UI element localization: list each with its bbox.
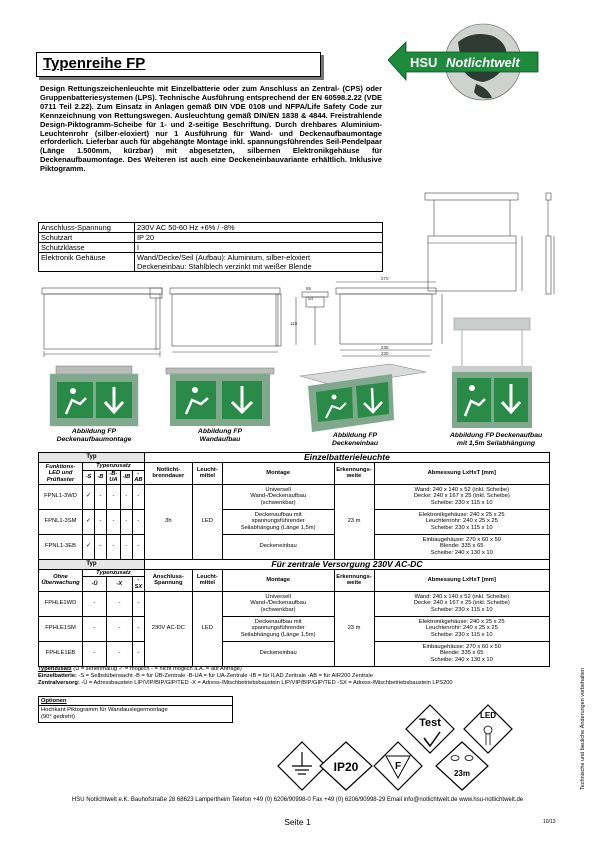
options-box — [38, 696, 233, 723]
zusatz-code: -SX — [132, 577, 144, 591]
led-symbol — [464, 705, 512, 753]
spec-value-line: Wand/Decke/Seil (Aufbau): Aluminium, silber-eloxiert — [137, 253, 311, 262]
dim-label: 235 — [381, 345, 389, 350]
dash-cell: - — [132, 534, 144, 559]
col-montage: Montage — [222, 569, 334, 591]
abmessung-cell: Wand: 240 x 140 x 52 (inkl. Scheibe) Decke: 240 x 167 x 25 (inkl. Scheibe) Scheibe: 230 x 115 x 10 — [374, 591, 549, 616]
montage-cell: Universell Wand-/Deckenaufbau (schwenkbar) — [222, 484, 334, 509]
product-name: FPHLE1WD — [39, 591, 83, 616]
spec-value: 230V AC 50-60 Hz +6% / -8% — [135, 223, 383, 233]
description: Design Rettungszeichenleuchte mit Einzelbatterie oder zum Anschluss an Zentral- (CPS) oder Gruppenbatteriesystemen (LPS). Technische Ausführung entsprechend der EN 60598.2.22 (VDE 0711 Teil 2.22). Zum Einsatz in Anlagen gemäß DIN VDE 0108 und NFPA/Life Safety Code zur Kennzeichnung von Rettungswegen. Ausleuchtung gemäß DIN/EN 1838 & 4844. Freistrahlende Design-Piktogramm-Scheibe für 1- und 2-seitige Beschriftung. Durch drehbares Aluminium-Leuchtenrohr (silber-eloxiert) nur 1 Ausführung für Wand- und Deckenaufbaumontage erforderlich. Lieferbar auch für abgehängte Montage inkl. spannungsführendes Seil-Pendelpaar (Länge 1.500mm, kürzbar) mit abgesetzten, silbernen Elektronikgehäuse für Deckenaufbaumontage. Des Weiteren ist auch eine Deckeneinbauvariante erhältlich. Inklusive Piktogramm. — [40, 84, 382, 174]
dash-cell: - — [132, 616, 144, 641]
zusatz-code: -Ü — [82, 577, 106, 591]
dash-cell: - — [106, 591, 132, 616]
col-spannung: Anschluss-Spannung — [144, 569, 192, 591]
photo-ceiling-suspended — [452, 318, 532, 428]
legend-line: Typenzusatz (Ü = serienmäßig ✓ = möglich - = nicht möglich a.A. = auf Anfrage) — [38, 666, 242, 672]
svg-text:IP20: IP20 — [333, 760, 359, 774]
dash-cell: - — [82, 616, 106, 641]
footer-contact: HSU Notlichtwelt e.K. Bauhofstraße 28 68623 Lampertheim Telefon +49 (0) 6206/90998-0 Fax +49 (0) 6206/90998-29 Email info@notlichtwelt.de www.hsu-notlichtwelt.de — [71, 797, 524, 803]
check-mark: ✓ — [82, 509, 94, 534]
leuchtmittel-value: LED — [192, 591, 222, 666]
caption-line: Abbildung FP Deckenaufbau — [449, 432, 543, 439]
dash-cell: - — [94, 509, 106, 534]
abmessung-cell: Wand: 240 x 140 x 52 (inkl. Scheibe) Decke: 240 x 167 x 25 (inkl. Scheibe) Scheibe: 230 x 115 x 10 — [374, 484, 549, 509]
leuchtmittel-value: LED — [192, 484, 222, 559]
caption-line: mit 1,5m Seilabhängung — [456, 439, 536, 447]
dash-cell: - — [106, 641, 132, 666]
photo-ceiling-recessed — [300, 364, 426, 432]
col-leuchtmittel: Leucht-mittel — [192, 569, 222, 591]
dim-label: 230 — [381, 351, 389, 356]
caption-line: Deckenaufbaumontage — [56, 435, 132, 443]
col-typenzusatz: Typenzusatz — [82, 569, 144, 577]
table-row — [39, 484, 550, 509]
dash-cell: - — [106, 509, 120, 534]
svg-text:23m: 23m — [453, 769, 471, 778]
product-name: FPNL1-3EB — [39, 534, 83, 559]
col-abmessung: Abmessung LxHxT [mm] — [374, 463, 549, 485]
product-table — [38, 452, 550, 667]
caption-line: Abbildung FP — [71, 428, 117, 435]
spec-value: IP 20 — [135, 233, 383, 243]
dash-cell: - — [120, 484, 132, 509]
dash-cell: - — [132, 591, 144, 616]
logo-name: Notlichtwelt — [446, 55, 520, 70]
abmessung-cell: Einbaugehäuse: 270 x 60 x 50 Blende: 335 x 65 Scheibe: 240 x 130 x 10 — [374, 641, 549, 666]
type-header: Typ — [39, 453, 145, 463]
zusatz-code: -IB — [120, 470, 132, 484]
col-notlicht: Notlicht-brenndauer — [144, 463, 192, 485]
zusatz-code: -B — [94, 470, 106, 484]
dash-cell: - — [82, 641, 106, 666]
ip20-symbol — [320, 742, 372, 790]
product-photos — [0, 300, 595, 440]
caption-line: Deckeneinbau — [331, 439, 379, 447]
dash-cell: - — [132, 484, 144, 509]
spannung-value: 230V AC-DC — [144, 591, 192, 666]
svg-text:LED: LED — [480, 711, 496, 720]
ground-symbol — [278, 742, 326, 790]
test-symbol — [406, 705, 454, 753]
spec-value-line: Deckeneinbau: Stahlblech verzinkt mit weißer Blende — [137, 262, 312, 271]
col-typenzusatz: Typenzusatz — [82, 463, 144, 471]
montage-cell: Deckenaufbau mit spannungsführender Seilabhängung (Länge 1,5m) — [222, 509, 334, 534]
revision-date: 10/13 — [543, 819, 556, 825]
svg-text:Test: Test — [419, 717, 441, 729]
page-number: Seite 1 — [284, 817, 311, 827]
spec-key: Elektronik Gehäuse — [39, 253, 135, 272]
col-montage: Montage — [222, 463, 334, 485]
caption-2 — [170, 428, 270, 443]
spec-value: I — [135, 243, 383, 253]
caption-1 — [48, 428, 140, 443]
dash-cell: - — [94, 534, 106, 559]
table-row — [39, 641, 550, 666]
dash-cell: - — [106, 534, 120, 559]
legend-line: Einzelbatterie: -S = Selbstüberwacht -B = für ÜB-Zentrale -B-UA = für UA-Zentrale -IB = für ILAD Zentrale -AB = für AIR200 Zentrale — [38, 673, 373, 679]
col-erkennung: Erkennungs-weite — [334, 463, 374, 485]
drawing-ceiling-housing — [425, 193, 518, 200]
dim-label: 270 — [381, 276, 389, 281]
caption-3 — [310, 432, 400, 447]
type-header: Typ — [39, 559, 145, 569]
col-leuchtmittel: Leucht-mittel — [192, 463, 222, 485]
section-header: Einzelbatterieleuchte — [144, 453, 549, 463]
abmessung-cell: Einbaugehäuse: 270 x 60 x 50 Blende: 335 x 65 Scheibe: 240 x 130 x 10 — [374, 534, 549, 559]
dash-cell: - — [120, 509, 132, 534]
check-mark: ✓ — [82, 534, 94, 559]
montage-cell: Deckeneinbau — [222, 641, 334, 666]
f-mark-symbol — [374, 742, 422, 790]
dim-label: 65 — [306, 286, 312, 291]
montage-cell: Deckenaufbau mit spannungsführender Seilabhängung (Länge 1,5m) — [222, 616, 334, 641]
spec-key: Anschluss-Spannung — [39, 223, 135, 233]
dash-cell: - — [132, 641, 144, 666]
side-note: Technische und bauliche Änderungen vorbehalten — [580, 667, 586, 790]
notlicht-value: 3h — [144, 484, 192, 559]
dash-cell: - — [106, 616, 132, 641]
col-ohne-ueberwachung: Ohne Überwachung — [39, 569, 83, 591]
table-row — [39, 616, 550, 641]
spec-key: Schutzart — [39, 233, 135, 243]
table-row — [39, 509, 550, 534]
legend — [38, 666, 558, 687]
section-header: Für zentrale Versorgung 230V AC-DC — [144, 559, 549, 569]
viewing-distance-symbol — [436, 742, 488, 790]
zusatz-code: -S — [82, 470, 94, 484]
erkennung-value: 23 m — [334, 484, 374, 559]
page-title: Typenreihe FP — [43, 55, 146, 72]
options-body: Hochkant Piktogramm für Wandauslegermontage (90° gedreht) — [41, 707, 168, 720]
check-mark: ✓ — [82, 484, 94, 509]
dash-cell: - — [132, 509, 144, 534]
product-name: FPHLE1SM — [39, 616, 83, 641]
dash-cell: - — [120, 534, 132, 559]
caption-4 — [436, 432, 556, 447]
montage-cell: Universell Wand-/Deckenaufbau (schwenkbar) — [222, 591, 334, 616]
drawing-suspended-panel — [428, 236, 516, 291]
abmessung-cell: Elektronikgehäuse: 240 x 25 x 25 Leuchtenrohr: 240 x 25 x 25 Scheibe: 230 x 115 x 10 — [374, 509, 549, 534]
abmessung-cell: Elektronikgehäuse: 240 x 25 x 25 Leuchtenrohr: 240 x 25 x 25 Scheibe: 230 x 115 x 10 — [374, 616, 549, 641]
spec-key: Schutzklasse — [39, 243, 135, 253]
svg-text:F: F — [394, 761, 402, 772]
product-name: FPNL1-3SM — [39, 509, 83, 534]
logo-hsu: HSU — [410, 55, 438, 70]
certification-symbols — [270, 700, 530, 792]
dash-cell: - — [82, 591, 106, 616]
col-erkennung: Erkennungs-weite — [334, 569, 374, 591]
product-name: FPHLE1EB — [39, 641, 83, 666]
product-name: FPNL1-3WD — [39, 484, 83, 509]
col-function-led: Funktions-LED und Prüftaster — [39, 463, 83, 485]
zusatz-code: -AB — [134, 470, 143, 484]
table-row — [39, 591, 550, 616]
caption-line: Wandaufbau — [199, 435, 241, 443]
erkennung-value: 23 m — [334, 591, 374, 666]
col-abmessung: Abmessung LxHxT [mm] — [374, 569, 549, 591]
options-header: Optionen — [39, 697, 232, 706]
dash-cell: - — [106, 484, 120, 509]
table-row — [39, 534, 550, 559]
caption-line: Abbildung FP — [197, 428, 243, 435]
caption-line: Abbildung FP — [332, 432, 378, 439]
montage-cell: Deckeneinbau — [222, 534, 334, 559]
zusatz-code: -B-UA — [106, 470, 120, 484]
legend-line: Zentralversorg: -Ü = Adressbaustein LIP/VIP/BIP/GIP/TED -X = Adress-/Mischbetriebsbaustein LIP/VIP/BIP/GIP/TED -SX = Adress-/Mischbetriebsbaustein LPS200 — [38, 680, 453, 686]
dim-label: 110 — [290, 321, 298, 326]
photo-ceiling-mount — [50, 366, 138, 426]
zusatz-code: -X — [106, 577, 132, 591]
photo-wall-mount — [166, 368, 274, 426]
dim-label: 54 — [308, 296, 314, 301]
dash-cell: - — [94, 484, 106, 509]
